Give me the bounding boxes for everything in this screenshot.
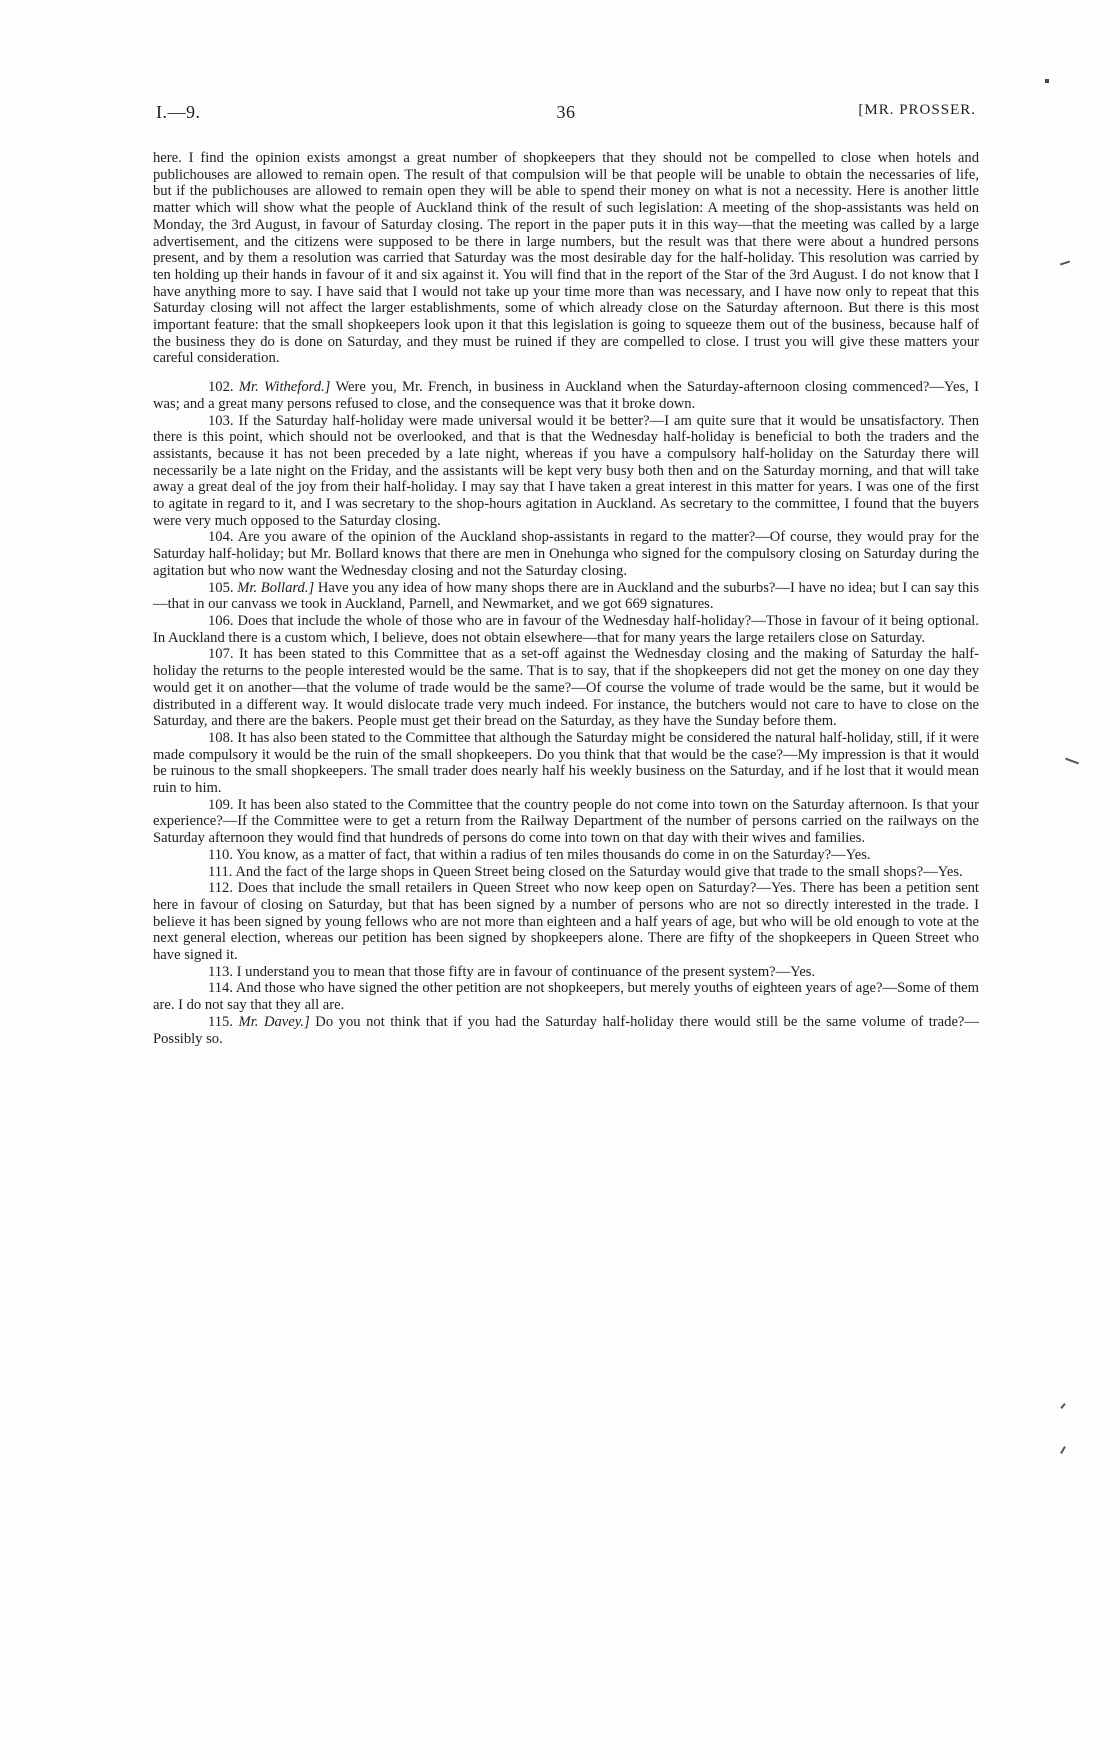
- margin-mark: [1065, 758, 1079, 765]
- question-113: 113. I understand you to mean that those fifty are in favour of continuance of the present system?—Yes.: [208, 963, 816, 980]
- question-110: 110. You know, as a matter of fact, that within a radius of ten miles thousands do come in on the Saturday?—Yes.: [208, 846, 871, 863]
- margin-mark: [1045, 79, 1049, 83]
- question-number: 115.: [208, 1013, 233, 1030]
- margin-mark: [1060, 261, 1070, 266]
- running-head: [MR. PROSSER.: [858, 102, 976, 118]
- question-number: 108.: [208, 729, 234, 746]
- question-105: 105. Mr. Bollard.] Have you any idea of how many shops there are in Auckland and the suburbs?—I have no idea; but I can say this—that in our canvass we took in Auckland, Parnell, and Newmarket, and we got 669 signatures.: [153, 579, 979, 613]
- question-number: 103.: [208, 412, 234, 429]
- question-number: 106.: [208, 612, 234, 629]
- question-112: 112. Does that include the small retailers in Queen Street who now keep open on Saturday?—Yes. There has been a petition sent here in favour of closing on Saturday, but that has been signed by a number of persons who are not so directly interested in the trade. I believe it has been signed by young fellows who are not more than eighteen and a half years of age, but who will be old enough to vote at the next general election, whereas our petition has been signed by shopkeepers alone. There are fifty of the shopkeepers in Queen Street who have signed it.: [153, 880, 979, 964]
- question-number: 105.: [208, 579, 234, 596]
- question-102: 102. Mr. Witheford.] Were you, Mr. French, in business in Auckland when the Saturday-afternoon closing commenced?—Yes, I was; and a great many persons refused to close, and the consequence was that it broke down.: [153, 379, 979, 412]
- page-header: [156, 102, 976, 128]
- evidence-body: [153, 150, 979, 1047]
- question-108: 108. It has also been stated to the Committee that although the Saturday might be considered the natural half-holiday, still, if it were made compulsory it would be the ruin of the small shopkeepers. Do you think that that would be the case?—My impression is that it would be ruinous to the small shopkeepers. The small trader does nearly half his weekly business on the Saturday, and if he lost that it would mean ruin to him.: [153, 729, 979, 797]
- question-114: 114. And those who have signed the other petition are not shopkeepers, but merely youths of eighteen years of age?—Some of them are. I do not say that they all are.: [153, 980, 979, 1014]
- question-115: 115. Mr. Davey.] Do you not think that if you had the Saturday half-holiday there would still be the same volume of trade?—Possibly so.: [153, 1013, 979, 1047]
- question-number: 102.: [208, 379, 234, 396]
- question-number: 111.: [208, 863, 233, 880]
- question-number: 114.: [208, 980, 233, 997]
- question-number: 109.: [208, 796, 234, 813]
- speaker-name: Mr. Witheford.]: [238, 379, 331, 396]
- question-109: 109. It has been also stated to the Committee that the country people do not come into town on the Saturday afternoon. Is that your experience?—If the Committee were to get a return from the Railway Department of the number of persons carried on the railways on the Saturday afternoon they would find that hundreds of persons do come into town on that day with their wives and families.: [153, 796, 979, 847]
- speaker-name: Mr. Bollard.]: [237, 579, 315, 596]
- question-number: 110.: [208, 846, 233, 863]
- question-107: 107. It has been stated to this Committee that as a set-off against the Wednesday closing and the making of Saturday the half-holiday the returns to the people interested would be the same. That is to say, that if the shopkeepers did not get the money on one day they would get it on another—that the volume of trade would be the same?—Of course the volume of trade would be the same, but it would be distributed in a different way. It would dislocate trade very much indeed. For instance, the butchers would not care to have to close on the Saturday, and there are the bakers. People must get their bread on the Saturday, as they have the Sunday before them.: [153, 646, 979, 730]
- question-104: 104. Are you aware of the opinion of the Auckland shop-assistants in regard to the matter?—Of course, they would pray for the Saturday half-holiday; but Mr. Bollard knows that there are men in Onehunga who signed for the compulsory closing on Saturday during the agitation but who now want the Wednesday closing and not the Saturday closing.: [153, 529, 980, 579]
- speaker-name: Mr. Davey.]: [238, 1013, 310, 1030]
- margin-mark: [1060, 1403, 1065, 1409]
- question-103: 103. If the Saturday half-holiday were made universal would it be better?—I am quite sure that it would be unsatisfactory. Then there is this point, which should not be overlooked, and that is that the Wednesday half-holiday is beneficial to both the traders and the assistants, because it has not been preceded by a late night, whereas if you have a compulsory half-holiday on the Saturday there will necessarily be a late night on the Friday, and the assistants will be kept very busy both then and on the Saturday morning, and that will take away a great deal of the joy from their half-holiday. I may say that I have taken a great interest in this matter for years. I was one of the first to agitate in regard to it, and I was secretary to the shop-hours agitation in Auckland. As secretary to the committee, I found that the buyers were very much opposed to the Saturday closing.: [153, 412, 979, 529]
- question-number: 107.: [208, 646, 234, 663]
- question-111: 111. And the fact of the large shops in Queen Street being closed on the Saturday would give that trade to the small shops?—Yes.: [208, 863, 963, 880]
- paper-reference: I.—9.: [156, 102, 201, 122]
- page-number: 36: [556, 102, 576, 122]
- paragraph-continued: here. I find the opinion exists amongst a great number of shopkeepers that they should not be compelled to close when hotels and publichouses are allowed to remain open. The result of that compulsion will be that people will be unable to obtain the necessaries of life, but if the publichouses are allowed to remain open they will be able to spend their money on what is not a necessity. Here is another little matter which will show what the people of Auckland think of the result of such legislation: A meeting of the shop-assistants was held on Monday, the 3rd August, in favour of Saturday closing. The report in the paper puts it in this way—that the meeting was called by a large advertisement, and the citizens were supposed to be there in large numbers, but the result was that there were about a hundred persons present, and by them a resolution was carried that Saturday was the most desirable day for the half-holiday. This resolution was carried by ten holding up their hands in favour of it and six against it. You will find that in the report of the Star of the 3rd August. I do not know that I have anything more to say. I have said that I would not take up your time more than was necessary, and I have now only to repeat that this Saturday closing will not affect the larger establishments, some of which already close on the Saturday afternoon. But there is this most important feature: that the small shopkeepers look upon it that this legislation is going to squeeze them out of the business, because half of the business they do is done on Saturday, and they must be ruined if they are compelled to close. I trust you will give these matters your careful consideration.: [153, 150, 979, 367]
- question-number: 104.: [208, 529, 234, 546]
- question-number: 112.: [208, 880, 233, 897]
- question-106: 106. Does that include the whole of those who are in favour of the Wednesday half-holiday?—Those in favour of it being optional. In Auckland there is a custom which, I believe, does not obtain elsewhere—that for many years the large retailers close on Saturday.: [153, 612, 979, 646]
- margin-mark: [1060, 1446, 1066, 1454]
- question-number: 113.: [208, 963, 233, 980]
